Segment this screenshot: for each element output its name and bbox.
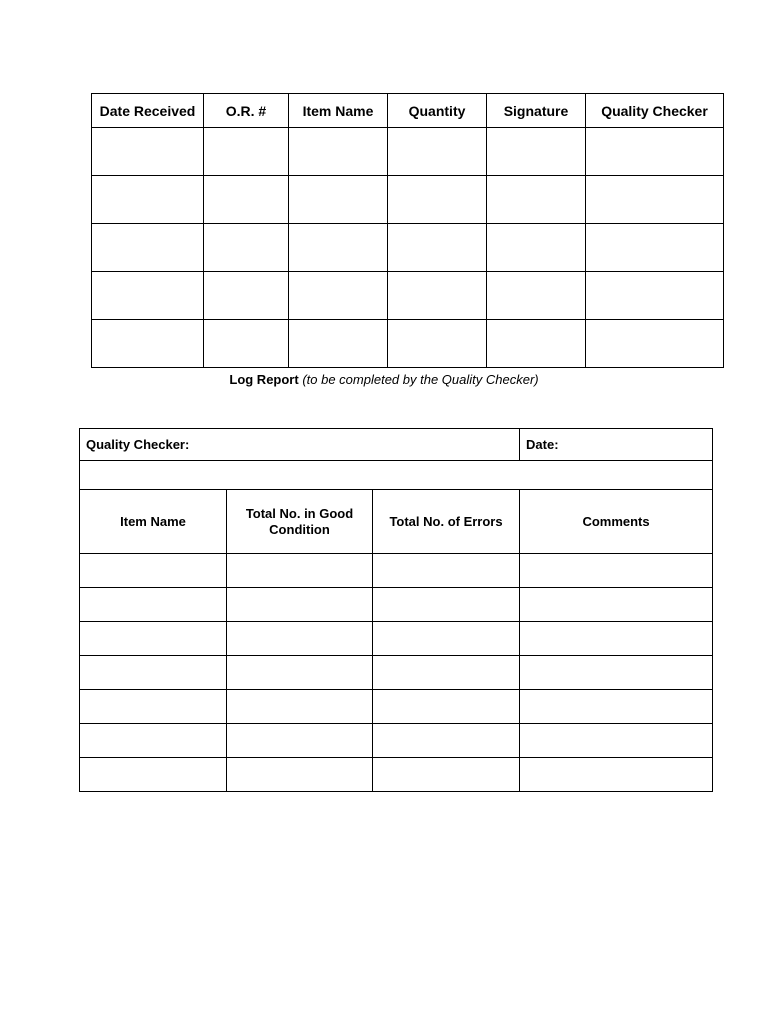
good-condition-cell[interactable] bbox=[227, 690, 373, 724]
table-row bbox=[80, 656, 713, 690]
errors-cell[interactable] bbox=[373, 588, 520, 622]
log-report-title: Log Report bbox=[229, 372, 299, 387]
receiving-log-table bbox=[91, 93, 724, 368]
item-name-cell[interactable] bbox=[289, 224, 388, 272]
comments-cell[interactable] bbox=[520, 588, 713, 622]
comments-cell[interactable] bbox=[520, 758, 713, 792]
quality-checker-cell[interactable] bbox=[586, 128, 724, 176]
quantity-cell[interactable] bbox=[388, 224, 487, 272]
date-received-cell[interactable] bbox=[92, 224, 204, 272]
date-label: Date: bbox=[526, 437, 559, 452]
report-header-row bbox=[80, 490, 713, 554]
errors-cell[interactable] bbox=[373, 758, 520, 792]
errors-cell[interactable] bbox=[373, 724, 520, 758]
table-row bbox=[92, 128, 724, 176]
or-number-cell[interactable] bbox=[204, 128, 289, 176]
header-quantity: Quantity bbox=[388, 94, 487, 128]
good-condition-cell[interactable] bbox=[227, 656, 373, 690]
good-condition-cell[interactable] bbox=[227, 724, 373, 758]
comments-cell[interactable] bbox=[520, 622, 713, 656]
table-row bbox=[92, 320, 724, 368]
item-name-cell[interactable] bbox=[80, 622, 227, 656]
signature-cell[interactable] bbox=[487, 128, 586, 176]
receiving-log-header-row bbox=[92, 94, 724, 128]
header-total-errors: Total No. of Errors bbox=[373, 490, 520, 554]
errors-cell[interactable] bbox=[373, 656, 520, 690]
blank-row bbox=[80, 461, 713, 490]
log-report-note: (to be completed by the Quality Checker) bbox=[302, 372, 539, 387]
or-number-cell[interactable] bbox=[204, 224, 289, 272]
item-name-cell[interactable] bbox=[80, 656, 227, 690]
good-condition-cell[interactable] bbox=[227, 554, 373, 588]
table-row bbox=[80, 724, 713, 758]
quality-checker-cell[interactable] bbox=[586, 224, 724, 272]
quality-checker-cell[interactable] bbox=[586, 320, 724, 368]
log-report-caption bbox=[0, 372, 768, 387]
blank-cell[interactable] bbox=[80, 461, 713, 490]
item-name-cell[interactable] bbox=[289, 272, 388, 320]
table-row bbox=[80, 622, 713, 656]
header-comments: Comments bbox=[520, 490, 713, 554]
item-name-cell[interactable] bbox=[289, 176, 388, 224]
item-name-cell[interactable] bbox=[80, 554, 227, 588]
errors-cell[interactable] bbox=[373, 690, 520, 724]
quality-checker-cell[interactable] bbox=[586, 272, 724, 320]
table-row bbox=[80, 588, 713, 622]
report-info-row bbox=[80, 429, 713, 461]
table-row bbox=[80, 758, 713, 792]
item-name-cell[interactable] bbox=[289, 128, 388, 176]
table-row bbox=[80, 690, 713, 724]
header-quality-checker: Quality Checker bbox=[586, 94, 724, 128]
or-number-cell[interactable] bbox=[204, 176, 289, 224]
signature-cell[interactable] bbox=[487, 272, 586, 320]
good-condition-cell[interactable] bbox=[227, 758, 373, 792]
quantity-cell[interactable] bbox=[388, 272, 487, 320]
quality-checker-field[interactable] bbox=[80, 429, 520, 461]
header-date-received: Date Received bbox=[92, 94, 204, 128]
date-received-cell[interactable] bbox=[92, 176, 204, 224]
table-row bbox=[80, 554, 713, 588]
date-received-cell[interactable] bbox=[92, 272, 204, 320]
date-received-cell[interactable] bbox=[92, 128, 204, 176]
header-item-name: Item Name bbox=[289, 94, 388, 128]
header-signature: Signature bbox=[487, 94, 586, 128]
or-number-cell[interactable] bbox=[204, 320, 289, 368]
signature-cell[interactable] bbox=[487, 320, 586, 368]
header-item-name: Item Name bbox=[80, 490, 227, 554]
item-name-cell[interactable] bbox=[80, 724, 227, 758]
item-name-cell[interactable] bbox=[80, 690, 227, 724]
errors-cell[interactable] bbox=[373, 622, 520, 656]
item-name-cell[interactable] bbox=[80, 758, 227, 792]
quality-checker-label: Quality Checker: bbox=[86, 437, 190, 452]
comments-cell[interactable] bbox=[520, 554, 713, 588]
item-name-cell[interactable] bbox=[80, 588, 227, 622]
table-row bbox=[92, 224, 724, 272]
quality-checker-cell[interactable] bbox=[586, 176, 724, 224]
signature-cell[interactable] bbox=[487, 176, 586, 224]
comments-cell[interactable] bbox=[520, 690, 713, 724]
good-condition-cell[interactable] bbox=[227, 622, 373, 656]
quantity-cell[interactable] bbox=[388, 176, 487, 224]
or-number-cell[interactable] bbox=[204, 272, 289, 320]
quality-report-table bbox=[79, 428, 713, 792]
quantity-cell[interactable] bbox=[388, 320, 487, 368]
header-total-good-condition: Total No. in Good Condition bbox=[227, 490, 373, 554]
table-row bbox=[92, 272, 724, 320]
table-row bbox=[92, 176, 724, 224]
header-or-number: O.R. # bbox=[204, 94, 289, 128]
comments-cell[interactable] bbox=[520, 656, 713, 690]
item-name-cell[interactable] bbox=[289, 320, 388, 368]
date-received-cell[interactable] bbox=[92, 320, 204, 368]
date-field[interactable] bbox=[520, 429, 713, 461]
signature-cell[interactable] bbox=[487, 224, 586, 272]
errors-cell[interactable] bbox=[373, 554, 520, 588]
good-condition-cell[interactable] bbox=[227, 588, 373, 622]
quantity-cell[interactable] bbox=[388, 128, 487, 176]
comments-cell[interactable] bbox=[520, 724, 713, 758]
